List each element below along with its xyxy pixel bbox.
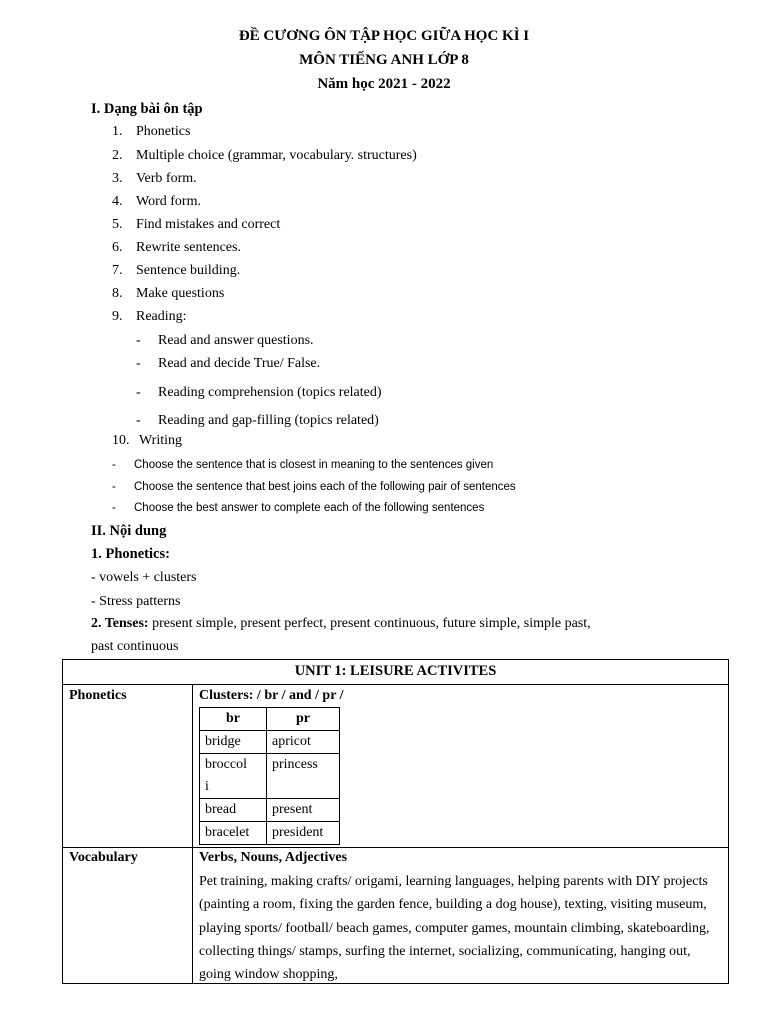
table-cell: broccol i (200, 754, 267, 799)
table-cell: president (267, 822, 340, 845)
reading-subitem: - Read and decide True/ False. (136, 356, 321, 371)
phonetics-line: - vowels + clusters (91, 570, 197, 585)
list-item: 10. Writing (112, 433, 182, 448)
reading-subitem: - Reading comprehension (topics related) (136, 385, 382, 400)
list-item: 5. Find mistakes and correct (112, 217, 281, 232)
vocab-heading: Verbs, Nouns, Adjectives (199, 850, 348, 865)
unit-table (62, 659, 729, 984)
phonetics-heading: 1. Phonetics: (91, 546, 170, 562)
phonetics-line: - Stress patterns (91, 594, 181, 609)
table-divider (192, 684, 193, 984)
section1-heading: I. Dạng bài ôn tập (91, 101, 203, 117)
clusters-label: Clusters: / br / and / pr / (199, 688, 344, 703)
list-item: 8. Make questions (112, 286, 225, 301)
list-item: 6. Rewrite sentences. (112, 240, 241, 255)
list-item: 7. Sentence building. (112, 263, 241, 278)
writing-subitem: - Choose the sentence that is closest in meaning to the sentences given (112, 459, 494, 471)
table-row (200, 731, 340, 754)
tenses-line-cont: past continuous (91, 639, 179, 654)
table-row (200, 799, 340, 822)
writing-subitem: - Choose the sentence that best joins each of the following pair of sentences (112, 481, 516, 493)
table-cell: bridge (200, 731, 267, 754)
table-row (200, 754, 340, 799)
list-item: 1. Phonetics (112, 124, 191, 139)
column-header-pr: pr (267, 708, 340, 731)
row-label-vocabulary: Vocabulary (69, 850, 138, 865)
list-item: 2. Multiple choice (grammar, vocabulary. structures) (112, 148, 417, 163)
clusters-table (199, 707, 340, 845)
list-item: 9. Reading: (112, 309, 187, 324)
writing-subitem: - Choose the best answer to complete each of the following sentences (112, 502, 485, 514)
list-item: 3. Verb form. (112, 171, 197, 186)
vocab-text: Pet training, making crafts/ origami, learning languages, helping parents with DIY projects (painting a room, fixing the garden fence, building a dog house), texting, visiting museum, playing sports/ football/ beach games, computer games, mountain climbing, skateboarding, collecting things/ stamps, surfing the internet, socializing, communicating, hanging out, going window shopping, (199, 874, 710, 983)
list-item: 4. Word form. (112, 194, 201, 209)
section2-heading: II. Nội dung (91, 523, 167, 539)
reading-subitem: - Read and answer questions. (136, 333, 314, 348)
reading-subitem: - Reading and gap-filling (topics related) (136, 413, 379, 428)
column-header-br: br (200, 708, 267, 731)
row-label-phonetics: Phonetics (69, 688, 127, 703)
table-cell: apricot (267, 731, 340, 754)
table-divider (63, 684, 728, 685)
table-divider (63, 847, 728, 848)
table-cell: present (267, 799, 340, 822)
unit-title: UNIT 1: LEISURE ACTIVITES (294, 663, 497, 679)
doc-title-line2: MÔN TIẾNG ANH LỚP 8 (299, 52, 469, 68)
doc-title-year: Năm học 2021 - 2022 (317, 76, 451, 92)
doc-title-line1: ĐỀ CƯƠNG ÔN TẬP HỌC GIỮA HỌC KÌ I (238, 28, 530, 44)
tenses-line: 2. Tenses: present simple, present perfect, present continuous, future simple, simple past, (91, 616, 591, 631)
table-cell: princess (267, 754, 340, 799)
table-cell: bracelet (200, 822, 267, 845)
table-cell: bread (200, 799, 267, 822)
table-row (200, 822, 340, 845)
